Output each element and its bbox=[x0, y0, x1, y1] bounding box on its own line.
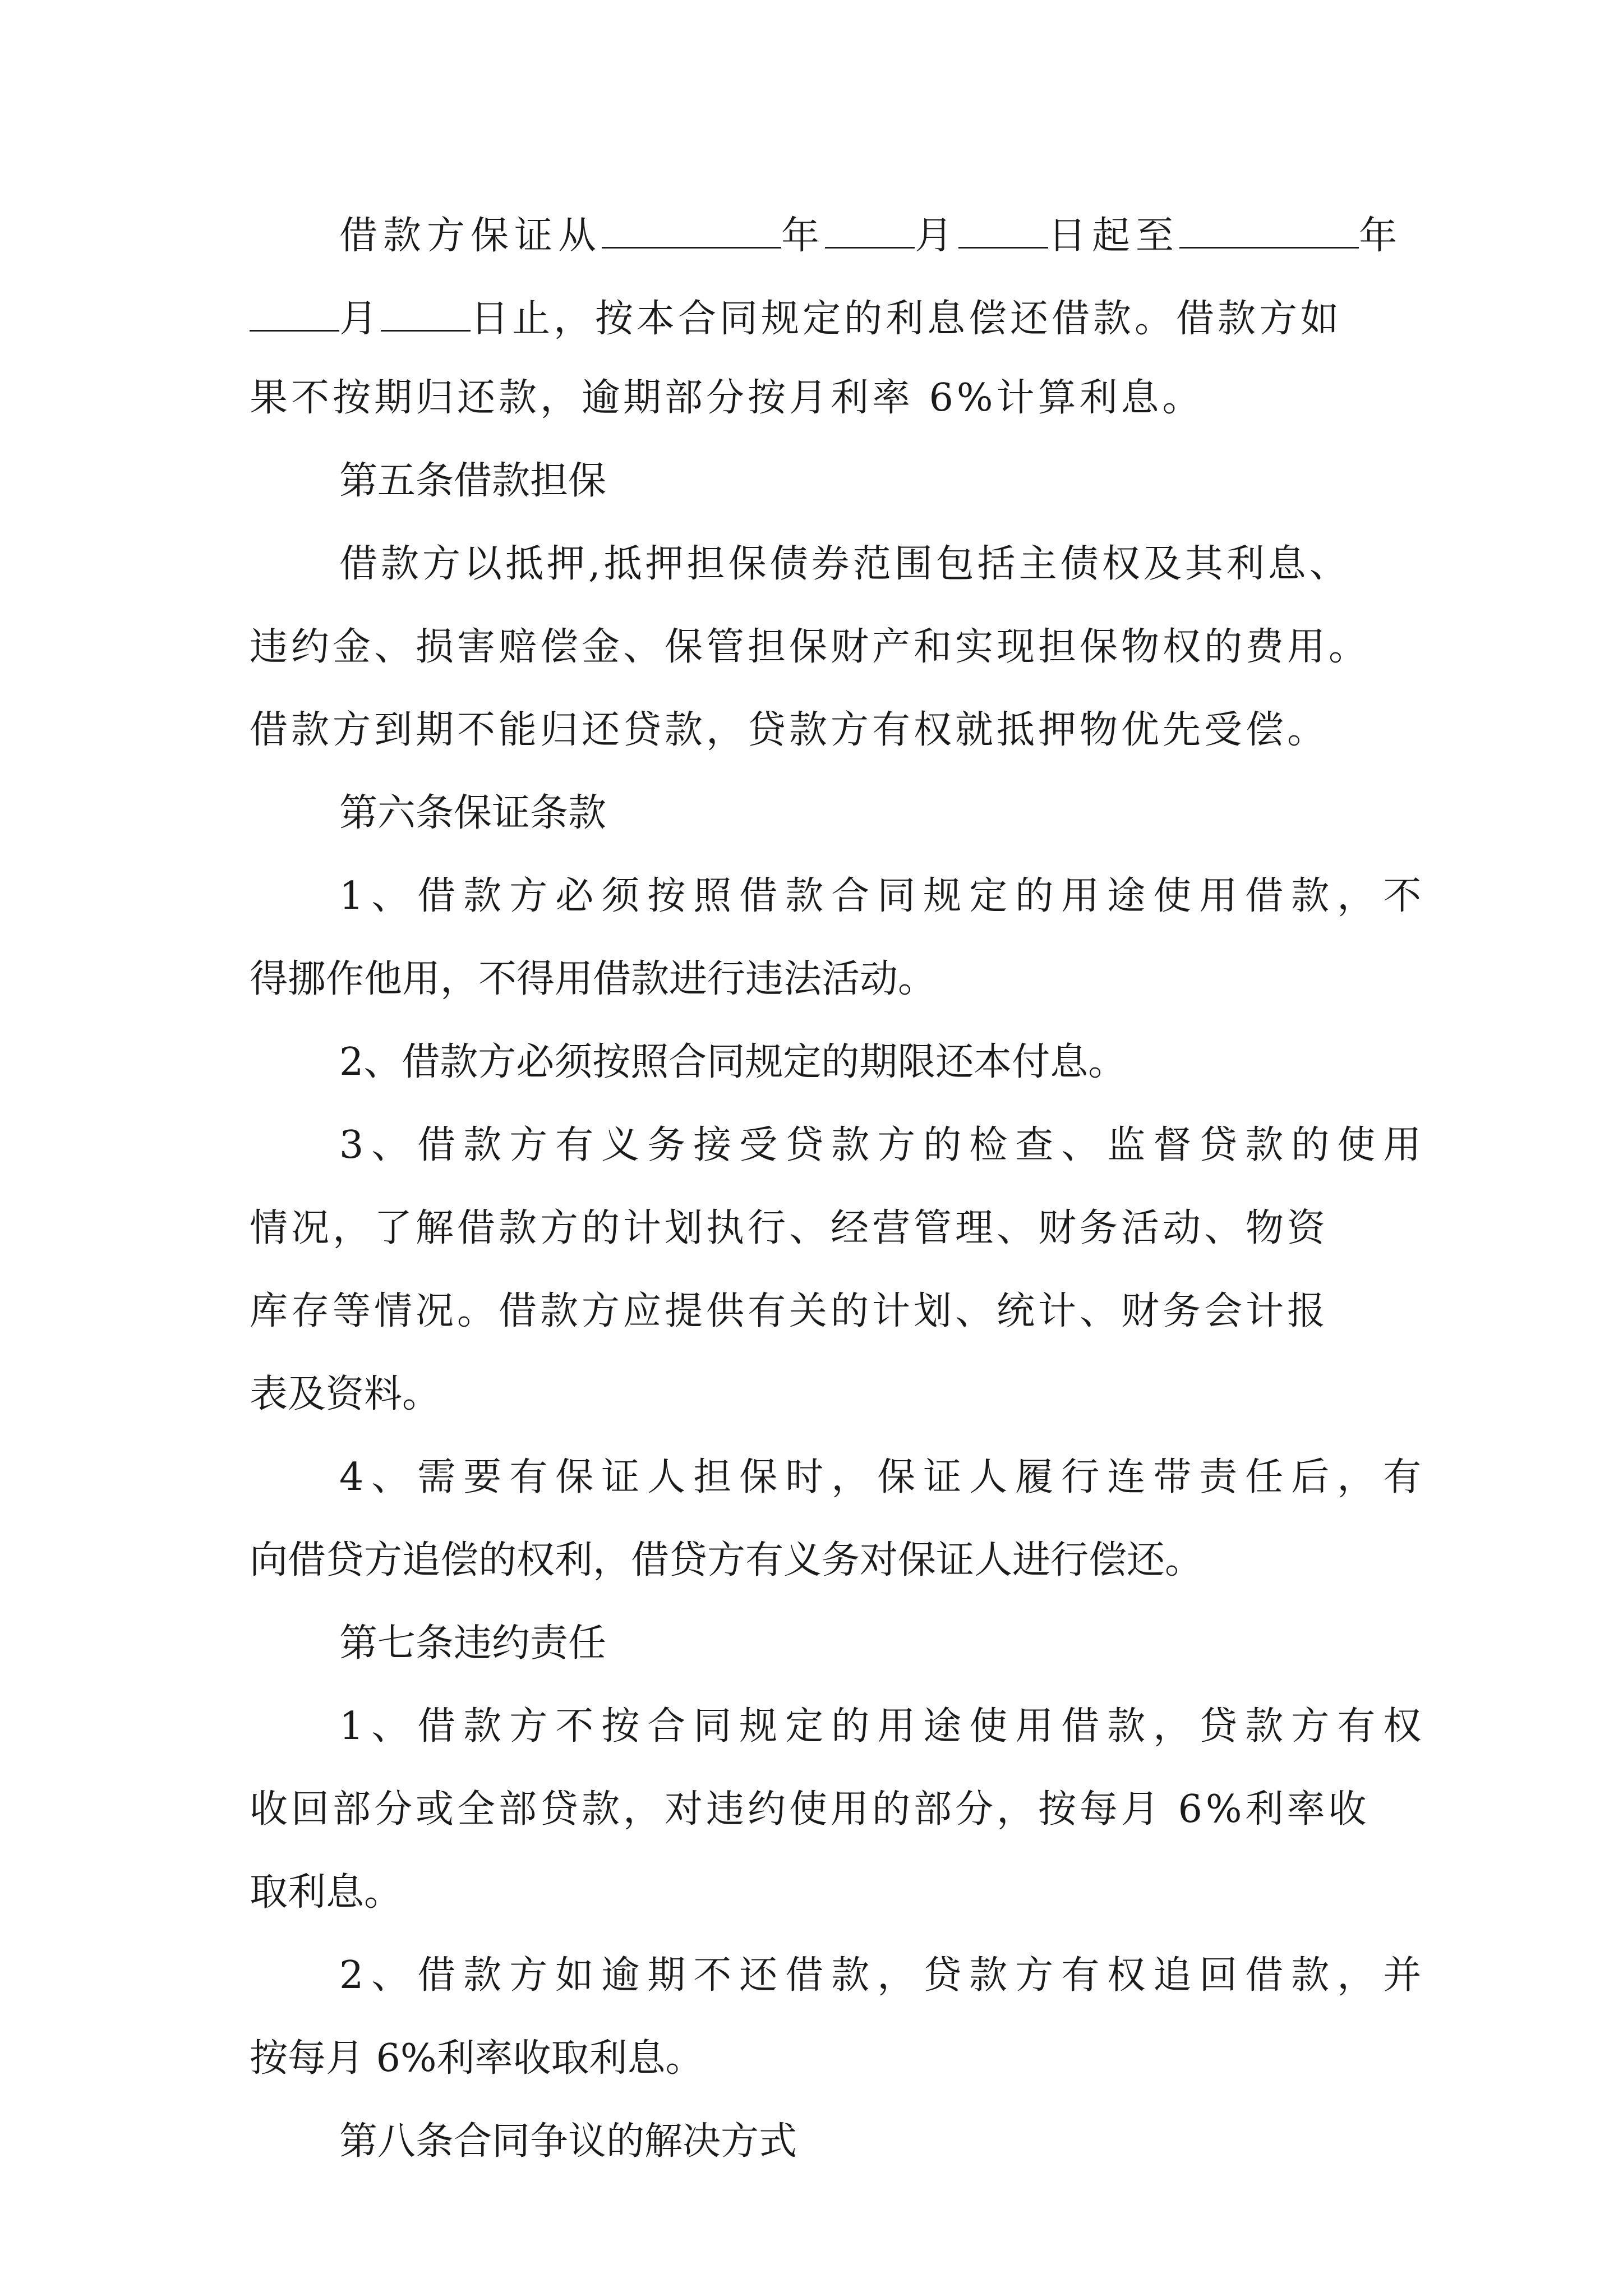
section-6-title: 第六条保证条款 bbox=[339, 791, 607, 835]
p1-line2 bbox=[250, 296, 1374, 341]
p1-text-f: 月 bbox=[339, 297, 381, 341]
section-6-item3-line4: 表及资料。 bbox=[250, 1372, 441, 1416]
section-6-item1-line2: 得挪作他用，不得用借款进行违法活动。 bbox=[250, 957, 937, 1001]
day-blank-1[interactable] bbox=[958, 213, 1048, 249]
p1-line1 bbox=[250, 213, 1403, 258]
section-7-item1-line3: 取利息。 bbox=[250, 1870, 403, 1915]
section-5-line1: 借款方以抵押,抵押担保债券范围包括主债权及其利息、 bbox=[339, 542, 1351, 586]
section-8-title: 第八条合同争议的解决方式 bbox=[339, 2119, 797, 2164]
p1-text-a: 借款方保证从 bbox=[339, 214, 602, 258]
day-blank-2[interactable] bbox=[381, 296, 471, 332]
section-6-item3-line3: 库存等情况。借款方应提供有关的计划、统计、财务会计报 bbox=[250, 1289, 1329, 1333]
year-blank-1[interactable] bbox=[602, 213, 781, 249]
section-6-item2: 2、借款方必须按照合同规定的期限还本付息。 bbox=[339, 1040, 1127, 1084]
p1-text-b: 年 bbox=[781, 214, 826, 258]
section-6-item1-line1: 1、借款方必须按照借款合同规定的用途使用借款，不 bbox=[339, 874, 1430, 918]
p1-text-g: 日止，按本合同规定的利息偿还借款。借款方如 bbox=[471, 297, 1343, 341]
section-7-item2-line1: 2、借款方如逾期不还借款，贷款方有权追回借款，并 bbox=[339, 1953, 1430, 1998]
contract-page bbox=[250, 213, 1430, 2206]
section-5-line3: 借款方到期不能归还贷款，贷款方有权就抵押物优先受偿。 bbox=[250, 708, 1329, 752]
month-blank-1[interactable] bbox=[825, 213, 915, 249]
section-5-line2: 违约金、损害赔偿金、保管担保财产和实现担保物权的费用。 bbox=[250, 625, 1371, 669]
section-7-item1-line2: 收回部分或全部贷款，对违约使用的部分，按每月 6%利率收 bbox=[250, 1787, 1370, 1832]
p1-text-e: 年 bbox=[1359, 214, 1403, 258]
section-7-title: 第七条违约责任 bbox=[339, 1621, 607, 1665]
section-7-item2-line2: 按每月 6%利率收取利息。 bbox=[250, 2036, 704, 2081]
section-5-title: 第五条借款担保 bbox=[339, 459, 607, 503]
p1-line3: 果不按期归还款，逾期部分按月利率 6%计算利息。 bbox=[250, 376, 1204, 420]
section-6-item3-line1: 3、借款方有义务接受贷款方的检查、监督贷款的使用 bbox=[339, 1123, 1430, 1167]
section-6-item3-line2: 情况，了解借款方的计划执行、经营管理、财务活动、物资 bbox=[250, 1206, 1329, 1250]
p1-text-d: 日起至 bbox=[1048, 214, 1180, 258]
section-6-item4-line1: 4、需要有保证人担保时，保证人履行连带责任后，有 bbox=[339, 1455, 1430, 1499]
section-6-item4-line2: 向借贷方追偿的权利，借贷方有义务对保证人进行偿还。 bbox=[250, 1538, 1204, 1582]
year-blank-2[interactable] bbox=[1179, 213, 1359, 249]
section-7-item1-line1: 1、借款方不按合同规定的用途使用借款，贷款方有权 bbox=[339, 1704, 1430, 1749]
month-blank-2[interactable] bbox=[250, 296, 339, 332]
p1-text-c: 月 bbox=[915, 214, 959, 258]
